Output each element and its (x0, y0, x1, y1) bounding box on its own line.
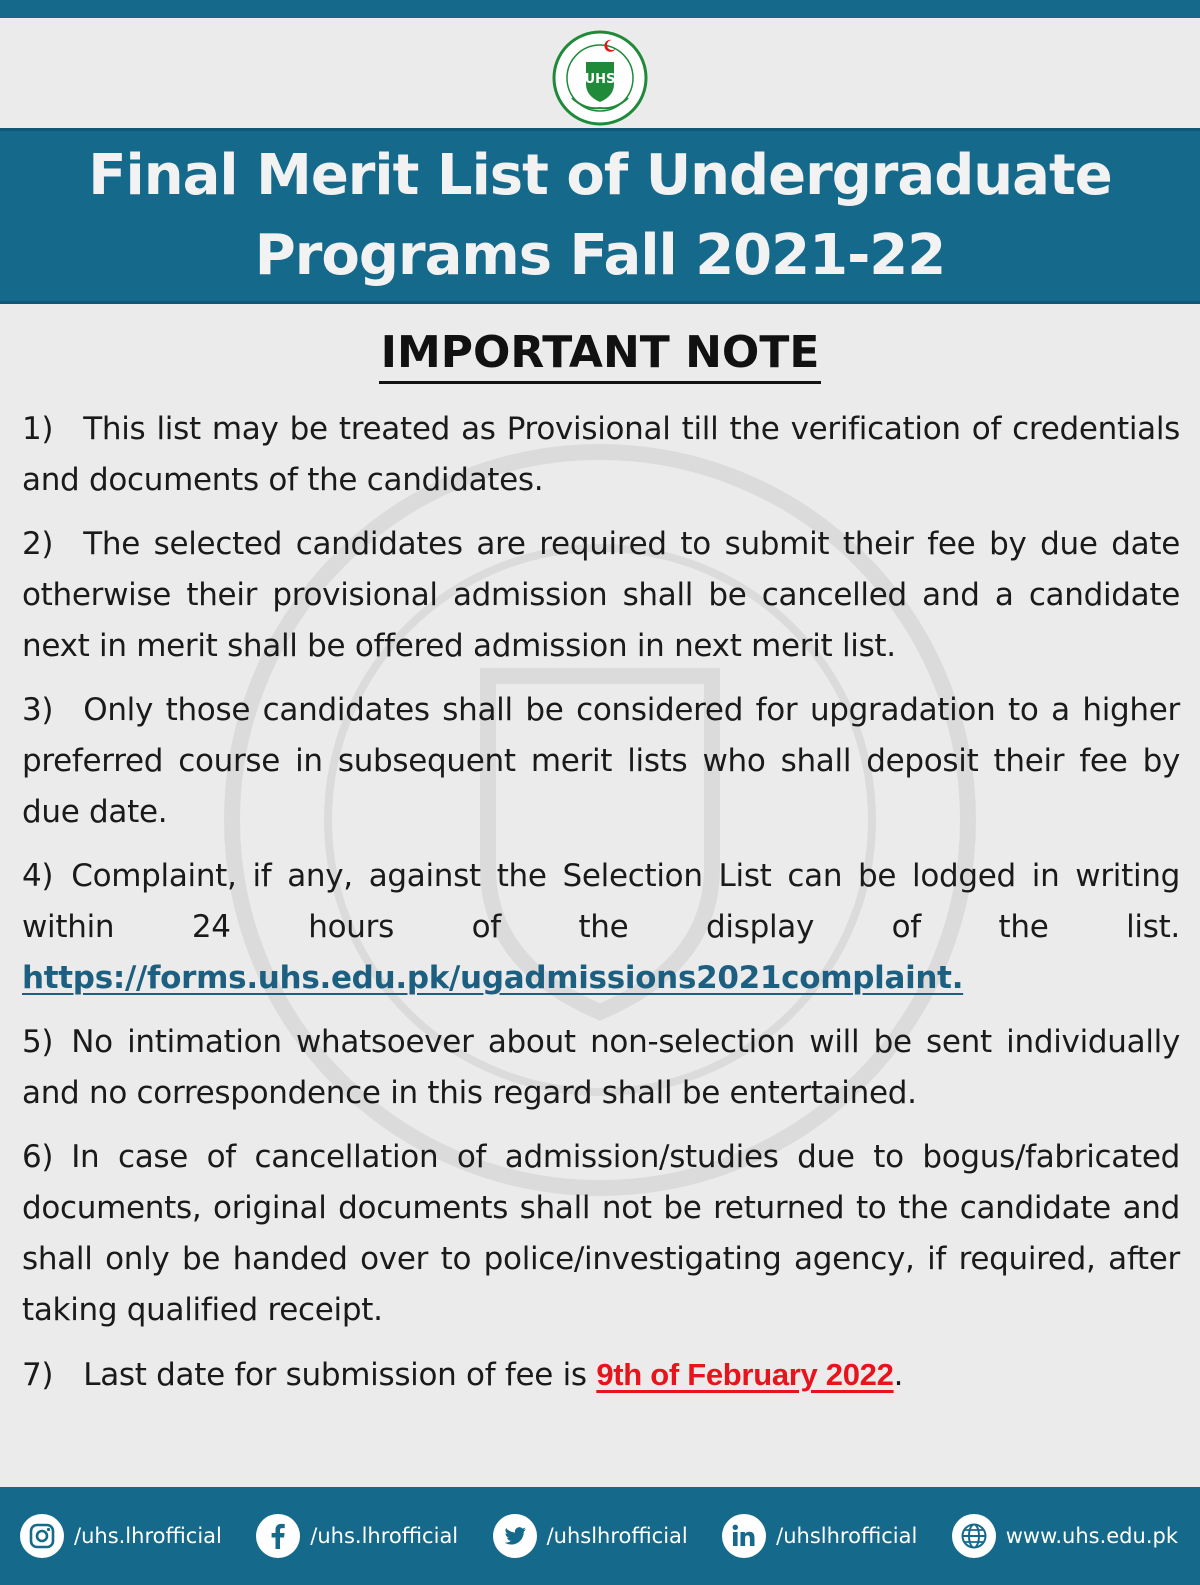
facebook-link[interactable] (256, 1514, 458, 1558)
note-item-5: 5) No intimation whatsoever about non-selection will be sent individually and no correspondence in this regard shall be entertained. (22, 1024, 1180, 1111)
twitter-handle: /uhslhrofficial (546, 1524, 688, 1548)
complaint-form-link[interactable]: https://forms.uhs.edu.pk/ugadmissions2021complaint. (22, 960, 964, 996)
facebook-handle: /uhs.lhrofficial (310, 1524, 459, 1548)
website-link[interactable] (952, 1514, 1178, 1558)
note-item-7: 7) Last date for submission of fee is 9th of February 2022. (22, 1357, 904, 1393)
note-item-6: 6) In case of cancellation of admission/studies due to bogus/fabricated documents, original documents shall not be returned to the candidate and shall only be handed over to police/investigating agency, if required, after taking qualified receipt. (22, 1139, 1180, 1328)
note-item-1: 1) This list may be treated as Provisional till the verification of credentials and documents of the candidates. (22, 411, 1180, 498)
facebook-icon (256, 1514, 300, 1558)
uhs-seal-icon (550, 28, 650, 128)
linkedin-link[interactable] (722, 1514, 917, 1558)
linkedin-icon (722, 1514, 766, 1558)
title-banner (0, 128, 1200, 304)
note-text-6: In case of cancellation of admission/studies due to bogus/fabricated documents, original documents shall not be returned to the candidate and shall only be handed over to police/investigating agency, if required, after taking qualified receipt. (22, 1139, 1180, 1328)
note-text-5: No intimation whatsoever about non-selection will be sent individually and no correspondence in this regard shall be entertained. (22, 1024, 1180, 1111)
page-title-line-2: Programs Fall 2021-22 (254, 223, 946, 288)
note-text-7: Last date for submission of fee is (83, 1357, 587, 1393)
social-footer (0, 1487, 1200, 1585)
linkedin-handle: /uhslhrofficial (776, 1524, 918, 1548)
instagram-link[interactable] (20, 1514, 222, 1558)
globe-icon (952, 1514, 996, 1558)
note-text-1: This list may be treated as Provisional till the verification of credentials and documents of the candidates. (22, 411, 1180, 498)
note-text-7-suffix: . (893, 1357, 904, 1393)
instagram-icon (20, 1514, 64, 1558)
note-item-3: 3) Only those candidates shall be considered for upgradation to a higher preferred course in subsequent merit lists who shall deposit their fee by due date. (22, 692, 1180, 830)
note-text-2: The selected candidates are required to submit their fee by due date otherwise their provisional admission shall be cancelled and a candidate next in merit shall be offered admission in next merit list. (22, 526, 1180, 664)
note-text-3: Only those candidates shall be considered for upgradation to a higher preferred course in subsequent merit lists who shall deposit their fee by due date. (22, 692, 1180, 830)
note-item-4: 4) Complaint, if any, against the Selection List can be lodged in writing within 24 hours of the display of the list. https://forms.uhs.edu.pk/ugadmissions2021complaint. (22, 858, 1180, 996)
twitter-link[interactable] (493, 1514, 688, 1558)
fee-deadline-date: 9th of February 2022 (596, 1357, 894, 1392)
page-title-line-1: Final Merit List of Undergraduate (88, 143, 1112, 208)
important-note-heading: IMPORTANT NOTE (0, 325, 1200, 384)
website-url: www.uhs.edu.pk (1005, 1524, 1178, 1548)
note-item-2: 2) The selected candidates are required to submit their fee by due date otherwise their provisional admission shall be cancelled and a candidate next in merit shall be offered admission in next merit list. (22, 526, 1180, 664)
twitter-icon (493, 1514, 537, 1558)
logo-text: UHS (584, 72, 616, 87)
notes-list (22, 404, 1180, 1414)
note-text-4: Complaint, if any, against the Selection List can be lodged in writing within 24 hours of the display of the list. (22, 858, 1180, 945)
instagram-handle: /uhs.lhrofficial (74, 1524, 222, 1548)
top-strip (0, 0, 1200, 18)
